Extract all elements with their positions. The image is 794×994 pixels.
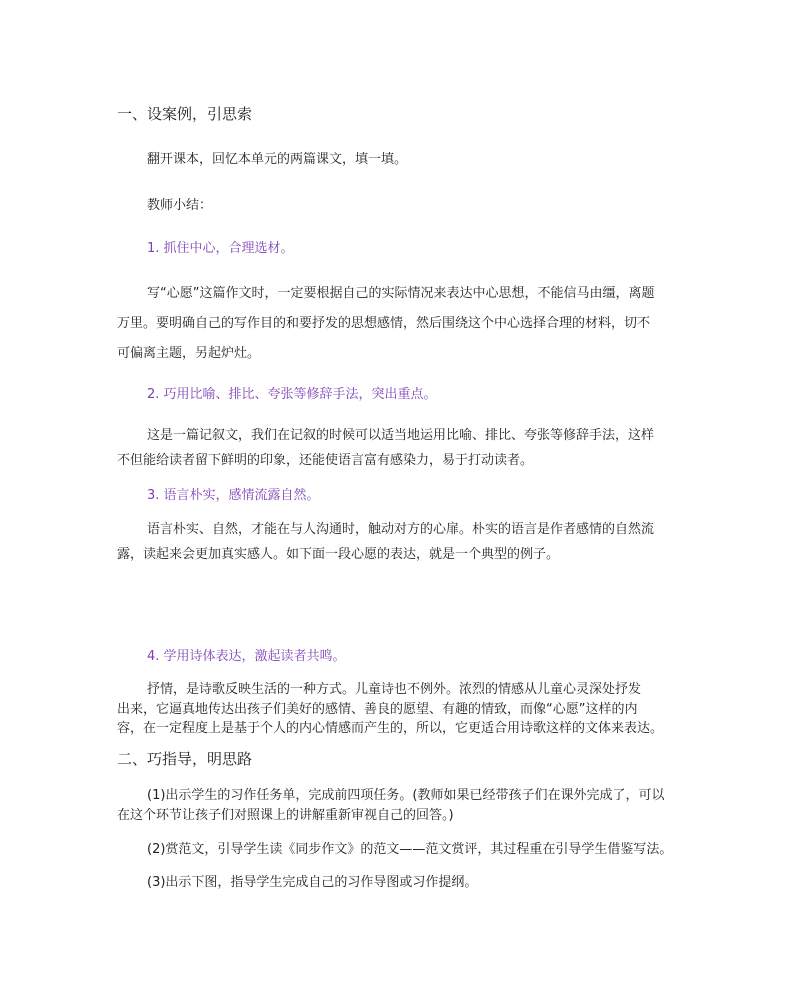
step2-text: (2)赏范文，引导学生读《同步作文》的范文——范文赏评，其过程重在引导学生借鉴写法。 — [147, 842, 673, 857]
point3-line-2: 露，读起来会更加真实感人。如下面一段心愿的表达，就是一个典型的例子。 — [117, 547, 560, 562]
point2-line-1: 这是一篇记叙文，我们在记叙的时候可以适当地运用比喻、排比、夸张等修辞手法，这样 — [147, 428, 655, 443]
point2-title: 2. 巧用比喻、排比、夸张等修辞手法，突出重点。 — [147, 387, 437, 402]
point4-line-1: 抒情，是诗歌反映生活的一种方式。儿童诗也不例外。浓烈的情感从儿童心灵深处抒发 — [147, 682, 642, 697]
point4-line-2: 出来，它逼真地传达出孩子们美好的感情、善良的愿望、有趣的情致，而像“心愿”这样的内 — [117, 702, 638, 717]
point3-line-1: 语言朴实、自然，才能在与人沟通时，触动对方的心扉。朴实的语言是作者感情的自然流 — [147, 522, 655, 537]
point1-line-2: 万里。要明确自己的写作目的和要抒发的思想感情，然后围绕这个中心选择合理的材料，切不 — [117, 316, 651, 331]
step1-line-1: (1)出示学生的习作任务单，完成前四项任务。(教师如果已经带孩子们在课外完成了，可以 — [147, 788, 665, 803]
step1-line-2: 在这个环节让孩子们对照课上的讲解重新审视自己的回答。) — [117, 808, 454, 823]
summary-label: 教师小结： — [147, 198, 213, 213]
point1-title: 1. 抓住中心，合理选材。 — [147, 241, 294, 256]
point4-line-3: 容，在一定程度上是基于个人的内心情感而产生的，所以，它更适合用诗歌这样的文体来表达。 — [117, 721, 664, 736]
section1-heading: 一、设案例，引思索 — [117, 105, 253, 123]
section1-intro: 翻开课本，回忆本单元的两篇课文，填一填。 — [147, 152, 408, 167]
section2-heading: 二、巧指导，明思路 — [117, 750, 253, 768]
point4-title: 4. 学用诗体表达，激起读者共鸣。 — [147, 649, 346, 664]
point2-line-2: 不但能给读者留下鲜明的印象，还能使语言富有感染力，易于打动读者。 — [117, 453, 534, 468]
point3-title: 3. 语言朴实，感情流露自然。 — [147, 488, 320, 503]
point1-line-3: 可偏离主题，另起炉灶。 — [117, 346, 261, 361]
step3-text: (3)出示下图，指导学生完成自己的习作导图或习作提纲。 — [147, 875, 478, 890]
point1-line-1: 写“心愿”这篇作文时，一定要根据自己的实际情况来表达中心思想，不能信马由缰，离题 — [147, 286, 655, 301]
